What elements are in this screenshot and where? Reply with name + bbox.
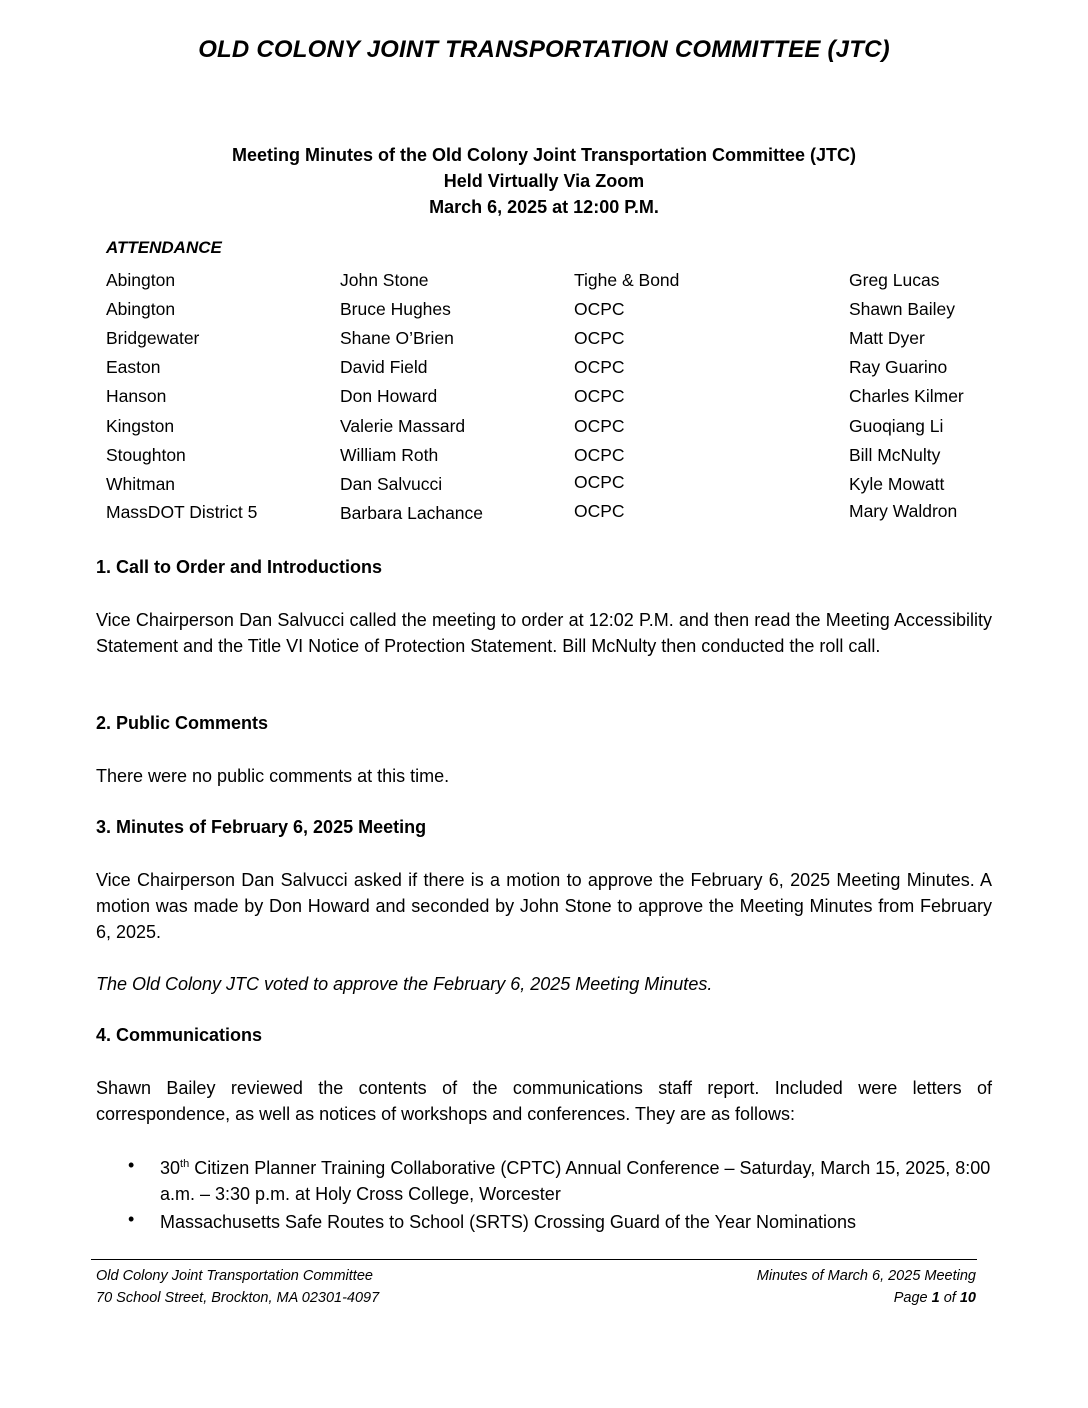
- staff-name: Guoqiang Li: [849, 416, 944, 436]
- attendee-town: Abington: [106, 299, 176, 319]
- attendance-row: [0, 299, 1088, 323]
- attendance-row: [0, 445, 1088, 469]
- attendee-town: Abington: [106, 270, 176, 290]
- attendee-town: Easton: [106, 357, 161, 377]
- list-item: [160, 1155, 1000, 1207]
- staff-org: OCPC: [574, 357, 625, 377]
- attendee-name: Barbara Lachance: [340, 503, 484, 523]
- section-text-call-to-order: Vice Chairperson Dan Salvucci called the meeting to order at 12:02 P.M. and then read the Meeting Accessibility Statement and the Title VI Notice of Protection Statement. Bill McNulty then conducted the roll call.: [96, 610, 992, 656]
- staff-org: OCPC: [574, 445, 625, 465]
- staff-org: Tighe & Bond: [574, 270, 680, 290]
- total-pages: 10: [959, 1290, 976, 1306]
- page-number: [894, 1290, 976, 1306]
- attendee-town: Stoughton: [106, 445, 186, 465]
- attendee-name: Valerie Massard: [340, 416, 466, 436]
- bullet-icon: •: [128, 1209, 135, 1229]
- section-heading-minutes: 3. Minutes of February 6, 2025 Meeting: [96, 817, 427, 837]
- staff-name: Shawn Bailey: [849, 299, 956, 319]
- attendee-name: Shane O’Brien: [340, 328, 454, 348]
- footer-divider: [91, 1259, 977, 1260]
- attendee-name: William Roth: [340, 445, 439, 465]
- document-title: OLD COLONY JOINT TRANSPORTATION COMMITTEE (JTC): [198, 36, 890, 63]
- page-label: Page: [893, 1290, 932, 1306]
- footer-org-name: Old Colony Joint Transportation Committee: [96, 1268, 373, 1284]
- page-of-label: of: [939, 1290, 960, 1306]
- meeting-venue: Held Virtually Via Zoom: [443, 171, 645, 191]
- attendee-name: Dan Salvucci: [340, 474, 443, 494]
- current-page: 1: [931, 1290, 940, 1306]
- section-heading-call-to-order: 1. Call to Order and Introductions: [96, 557, 383, 577]
- staff-org: OCPC: [574, 328, 625, 348]
- attendee-name: John Stone: [340, 270, 429, 290]
- attendance-row: [0, 416, 1088, 440]
- section-heading-public-comments: 2. Public Comments: [96, 713, 269, 733]
- staff-name: Mary Waldron: [849, 501, 958, 521]
- attendee-town: MassDOT District 5: [106, 502, 258, 522]
- attendance-row: [0, 474, 1088, 498]
- footer-doc-title: Minutes of March 6, 2025 Meeting: [756, 1268, 976, 1284]
- list-item-text: Citizen Planner Training Collaborative (CPTC) Annual Conference – Saturday, March 15, 2025, 8:00 a.m. – 3:30 p.m. at Holy Cross College, Worcester: [160, 1158, 991, 1204]
- ordinal-suffix: th: [180, 1158, 190, 1170]
- meeting-title: Meeting Minutes of the Old Colony Joint Transportation Committee (JTC): [231, 145, 856, 165]
- staff-name: Matt Dyer: [849, 328, 925, 348]
- attendance-heading: ATTENDANCE: [106, 238, 222, 257]
- attendee-town: Hanson: [106, 386, 167, 406]
- staff-name: Bill McNulty: [849, 445, 941, 465]
- attendance-row: [0, 357, 1088, 381]
- vote-statement: The Old Colony JTC voted to approve the February 6, 2025 Meeting Minutes.: [96, 974, 713, 994]
- staff-name: Greg Lucas: [849, 270, 940, 290]
- attendee-name: Bruce Hughes: [340, 299, 451, 319]
- list-item-number: 30: [160, 1158, 181, 1178]
- list-item: Massachusetts Safe Routes to School (SRTS) Crossing Guard of the Year Nominations: [160, 1212, 857, 1232]
- attendance-row: [0, 328, 1088, 352]
- attendance-row: [0, 502, 1088, 526]
- staff-name: Ray Guarino: [849, 357, 948, 377]
- staff-org: OCPC: [574, 386, 625, 406]
- attendee-name: Don Howard: [340, 386, 438, 406]
- section-heading-communications: 4. Communications: [96, 1025, 263, 1045]
- section-text-communications: Shawn Bailey reviewed the contents of the communications staff report. Included were letters of correspondence, as well as notices of workshops and conferences. They are as follows:: [96, 1078, 992, 1124]
- staff-name: Charles Kilmer: [849, 386, 964, 406]
- section-text-minutes: Vice Chairperson Dan Salvucci asked if there is a motion to approve the February 6, 2025 Meeting Minutes. A motion was made by Don Howard and seconded by John Stone to approve the Meeting Minutes from February 6, 2025.: [96, 870, 992, 942]
- attendee-town: Kingston: [106, 416, 175, 436]
- staff-org: OCPC: [574, 416, 625, 436]
- attendee-town: Bridgewater: [106, 328, 200, 348]
- staff-org: OCPC: [574, 501, 625, 521]
- staff-org: OCPC: [574, 472, 625, 492]
- attendance-row: [0, 270, 1088, 294]
- attendee-name: David Field: [340, 357, 428, 377]
- bullet-icon: •: [128, 1155, 135, 1175]
- section-text-public-comments: There were no public comments at this time.: [96, 766, 450, 786]
- staff-name: Kyle Mowatt: [849, 474, 945, 494]
- footer-address: 70 School Street, Brockton, MA 02301-4097: [96, 1290, 380, 1306]
- staff-org: OCPC: [574, 299, 625, 319]
- meeting-date: March 6, 2025 at 12:00 P.M.: [429, 197, 659, 217]
- attendance-row: [0, 386, 1088, 410]
- attendee-town: Whitman: [106, 474, 176, 494]
